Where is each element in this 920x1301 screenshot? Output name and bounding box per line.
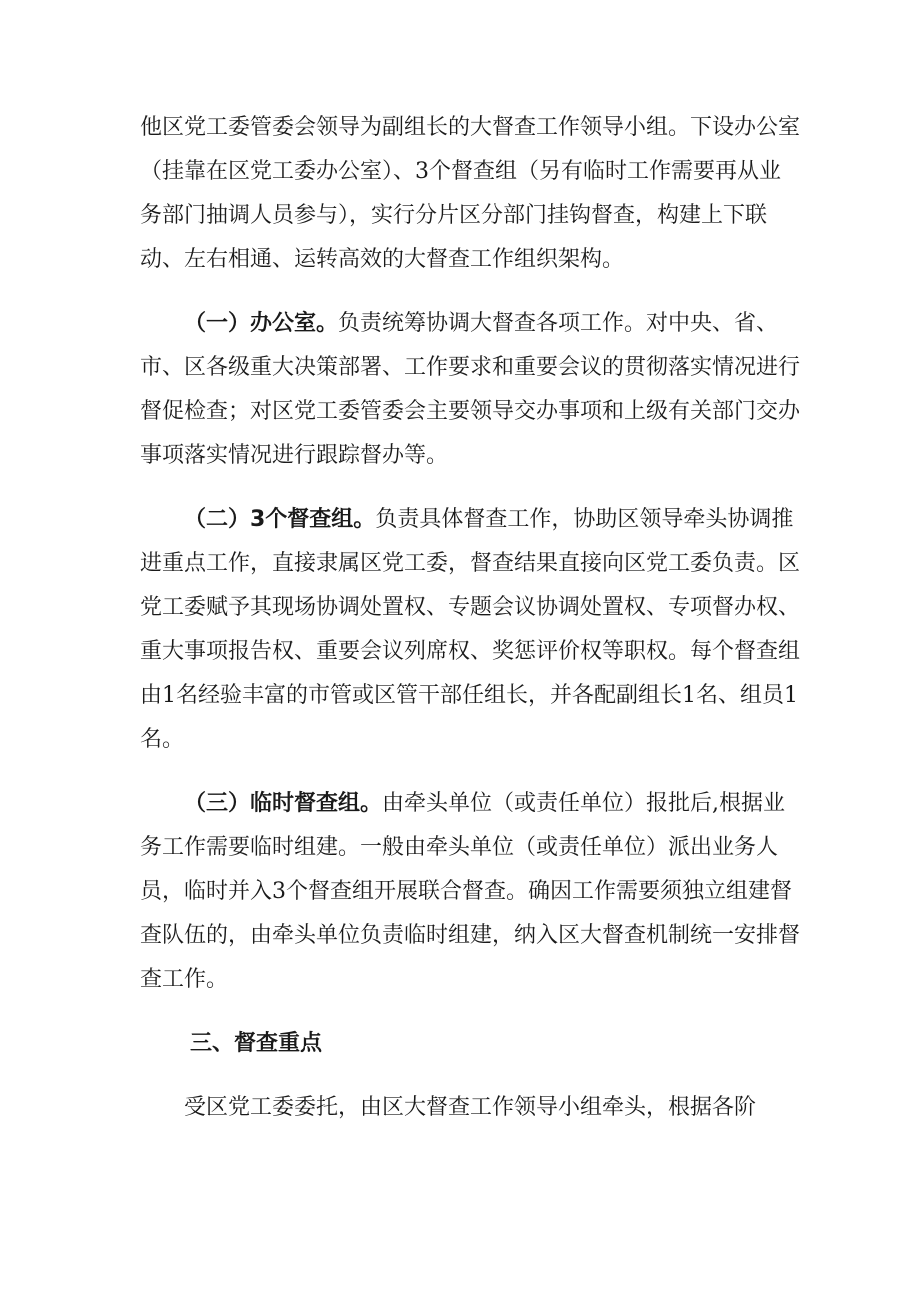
section-office-text: 负责统筹协调大督查各项工作。对中央、省、市、区各级重大决策部署、工作要求和重要会议的贯彻落实情况进行督促检查；对区党工委管委会主要领导交办事项和上级有关部门交办事项落实情况进行跟踪督办等。 <box>140 311 801 468</box>
section-heading-inspection-focus: 三、督查重点 <box>190 1031 323 1056</box>
section-temporary-group-title: （三）临时督查组。 <box>184 791 383 816</box>
focus-paragraph: 受区党工委委托，由区大督查工作领导小组牵头，根据各阶 <box>184 1095 757 1120</box>
intro-paragraph: 他区党工委管委会领导为副组长的大督查工作领导小组。下设办公室（挂靠在区党工委办公室）、3个督查组（另有临时工作需要再从业务部门抽调人员参与），实行分片区分部门挂钩督查，构建上下联动、左右相通、运转高效的大督查工作组织架构。 <box>140 115 801 272</box>
section-inspection-groups-paragraph <box>140 498 800 762</box>
section-office-paragraph <box>140 302 800 478</box>
section-temporary-group-text: 由牵头单位（或责任单位）报批后,根据业务工作需要临时组建。一般由牵头单位（或责任单位）派出业务人员，临时并入3个督查组开展联合督查。确因工作需要须独立组建督查队伍的，由牵头单位负责临时组建，纳入区大督查机制统一安排督查工作。 <box>140 791 801 992</box>
document-body <box>140 106 800 1130</box>
section-office-title: （一）办公室。 <box>184 311 339 336</box>
section-inspection-groups-text: 负责具体督查工作，协助区领导牵头协调推进重点工作，直接隶属区党工委，督查结果直接向区党工委负责。区党工委赋予其现场协调处置权、专题会议协调处置权、专项督办权、重大事项报告权、重要会议列席权、奖惩评价权等职权。每个督查组由1名经验丰富的市管或区管干部任组长，并各配副组长1名、组员1名。 <box>140 507 801 752</box>
section-temporary-group-paragraph <box>140 782 800 1002</box>
section-inspection-groups-title: （二）3个督查组。 <box>184 507 376 532</box>
